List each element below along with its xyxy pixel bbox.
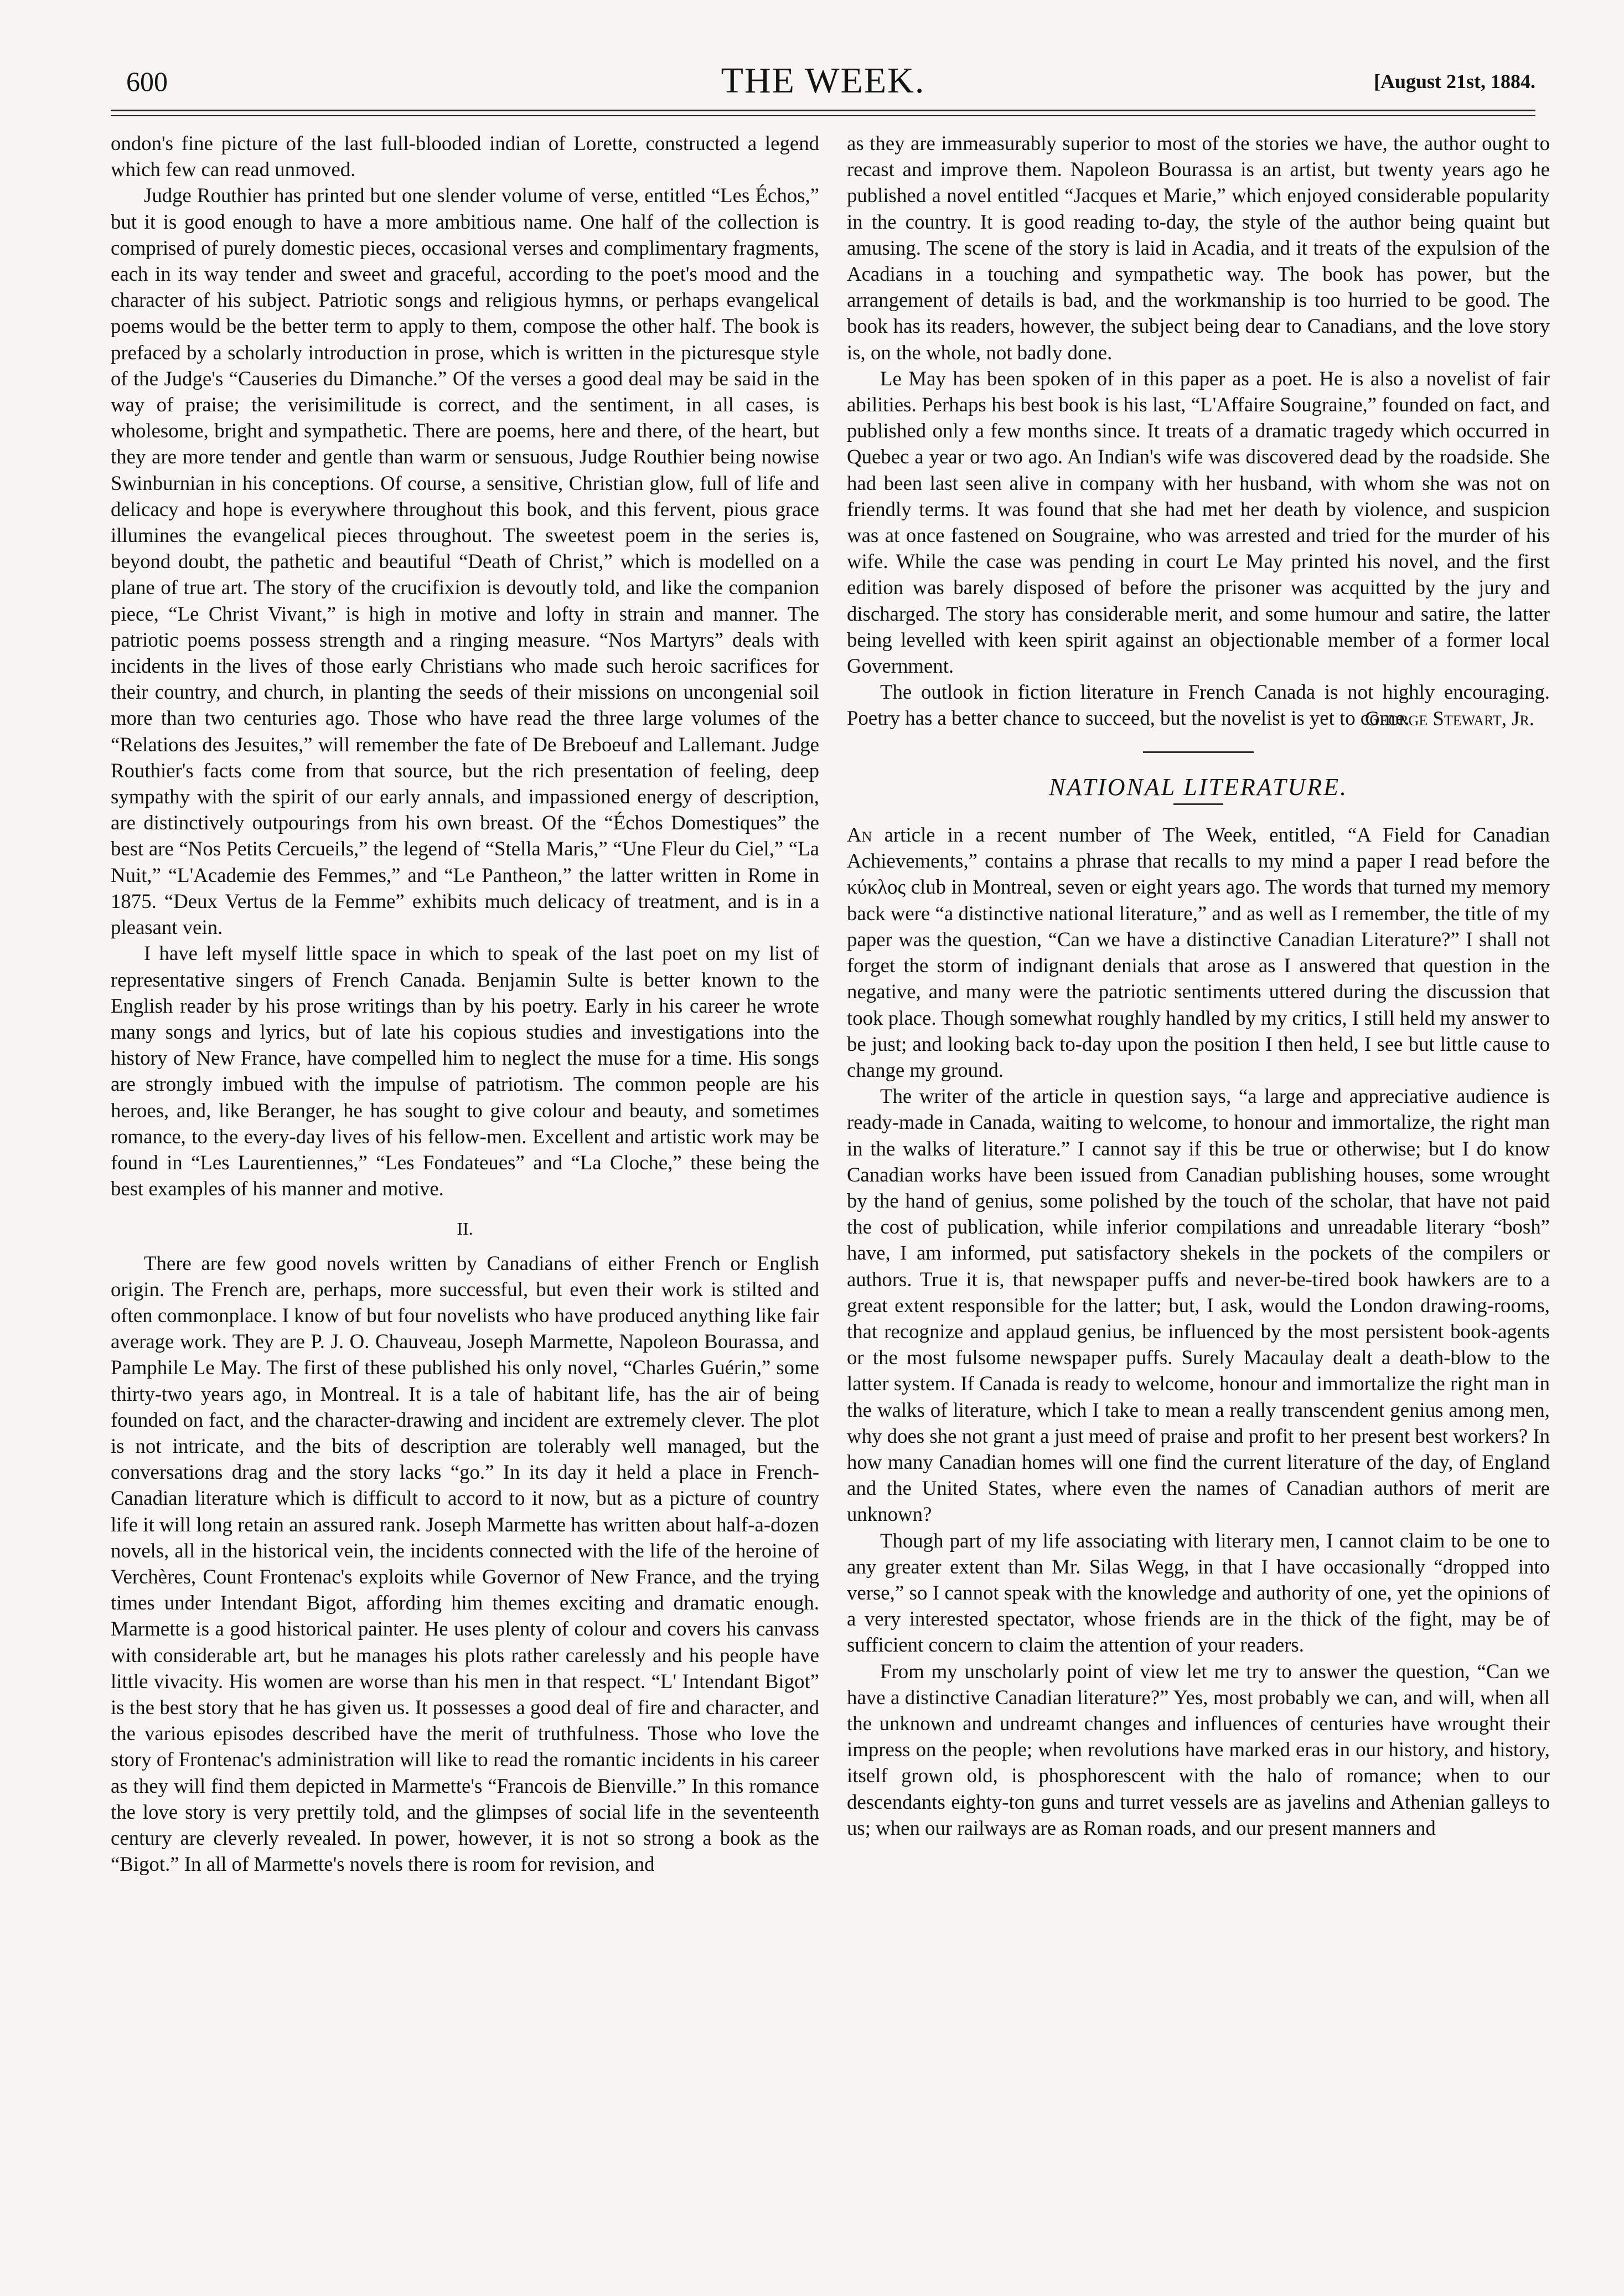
header-rule — [111, 110, 1535, 111]
issue-date: [August 21st, 1884. — [1373, 70, 1535, 92]
paragraph: Though part of my life associating with literary men, I cannot claim to be one to any greater extent than Mr. Silas Wegg, in that I have occasionally “dropped into verse,” so I cannot speak with the knowledge and authority of one, yet the opinions of a very interested spectator, whose friends are in the thick of the fight, may be of sufficient concern to claim the attention of your readers. — [847, 1529, 1550, 1657]
title-underline — [1173, 803, 1223, 805]
paragraph-text: article in a recent number of The Week, entitled, “A Field for Canadian Achievements,” contains a phrase that recalls to my mind a paper I read before the κύκλος club in Montreal, seven or eight years ago. The words that turned my memory back were “a distinctive national literature,” and as well as I remember, the title of my paper was the question, “Can we have a distinctive Canadian Literature?” I shall not forget the storm of indignant denials that arose as I answered that question in the negative, and many were the patriotic sentiments uttered during the discussion that took place. Though somewhat roughly handled by my critics, I still held my answer to be just; and looking back to-day upon the position I then held, I see but little cause to change my ground. — [847, 823, 1550, 1081]
paragraph: Judge Routhier has printed but one slender volume of verse, entitled “Les Échos,” but it is good enough to have a more ambitious name. One half of the collection is comprised of purely domestic pieces, occasional verses and complimentary fragments, each in its way tender and sweet and graceful, according to the poet's mood and the character of his subject. Patriotic songs and religious hymns, or perhaps evangelical poems would be the better term to apply to them, compose the other half. The book is prefaced by a scholarly introduction in prose, which is written in the picturesque style of the Judge's “Causeries du Dimanche.” Of the verses a good deal may be said in the way of praise; the verisimilitude is correct, and the sentiment, in all cases, is wholesome, bright and sympathetic. There are poems, here and there, of the heart, but they are more tender and gentle than warm or sensuous, Judge Routhier being nowise Swinburnian in his conceptions. Of course, a sensitive, Christian glow, full of life and delicacy and hope is everywhere throughout this book, and this fervent, pious grace illumines the evangelical pieces throughout. The sweetest poem in the series is, beyond doubt, the pathetic and beautiful “Death of Christ,” which is modelled on a plane of true art. The story of the crucifixion is devoutly told, and like the companion piece, “Le Christ Vivant,” is high in motive and lofty in strain and manner. The patriotic poems possess strength and a ringing measure. “Nos Martyrs” deals with incidents in the lives of those early Christians who made such heroic sacrifices for their country, and church, in planting the seeds of their missions on uncongenial soil more than two centuries ago. Those who have read the three large volumes of the “Relations des Jesuites,” will remember the fate of De Breboeuf and Lallemant. Judge Routhier's facts come from that source, but the rich presentation of feeling, deep sympathy with the spirit of our early annals, and impassioned energy of description, are distinctively outpourings from his own breast. Of the “Échos Domestiques” the best are “Nos Petits Cercueils,” the legend of “Stella Maris,” “Une Fleur du Ciel,” “La Nuit,” “L'Academie des Femmes,” and “Le Pantheon,” the latter written in Rome in 1875. “Deux Vertus de la Femme” exhibits much delicacy of treatment, and is in a pleasant vein. — [111, 184, 819, 939]
left-column — [111, 130, 819, 2245]
article-title: NATIONAL LITERATURE. — [1049, 773, 1348, 801]
paragraph: The writer of the article in question says, “a large and appreciative audience is ready-made in Canada, waiting to welcome, to honour and immortalize, the right man in the walks of literature.” I cannot say if this be true or otherwise; but I do know Canadian works have been issued from Canadian publishing houses, some wrought by the hand of genius, some polished by the touch of the scholar, that have not paid the cost of publication, while inferior compilations and unreadable literary “bosh” have, I am informed, put satisfactory shekels in the pockets of the compilers or authors. True it is, that newspaper puffs and never-be-tired book hawkers are to a great extent responsible for the latter; but, I ask, would the London drawing-rooms, that recognize and applaud genius, be influenced by the most persistent book-agents or the most fulsome newspaper puffs. Surely Macaulay dealt a death-blow to the latter system. If Canada is ready to welcome, honour and immortalize the right man in the walks of literature, which I take to mean a really transcendent genius among men, why does she not grant a just meed of praise and profit to her present best workers? In how many Canadian homes will one find the current literature of the day, of England and the United States, where even the names of Canadian authors of merit are unknown? — [847, 1085, 1550, 1526]
right-column — [847, 130, 1550, 2278]
paragraph: as they are immeasurably superior to most of the stories we have, the author ought to recast and improve them. Napoleon Bourassa is an artist, but twenty years ago he published a novel entitled “Jacques et Marie,” which enjoyed considerable popularity in the country. It is good reading to-day, the style of the author being quaint but amusing. The scene of the story is laid in Acadia, and it treats of the expulsion of the Acadians in a touching and sympathetic way. The book has power, but the arrangement of details is bad, and the workmanship is too hurried to be good. The book has its readers, however, the subject being dear to Canadians, and the love story is, on the whole, not badly done. — [847, 132, 1550, 364]
author-signature: George Stewart, Jr. — [1364, 706, 1534, 730]
section-numeral: II. — [457, 1219, 473, 1239]
page-number: 600 — [126, 66, 168, 97]
paragraph: Le May has been spoken of in this paper as a poet. He is also a novelist of fair abilities. Perhaps his best book is his last, “L'Affaire Sougraine,” founded on fact, and published only a few months since. It treats of a dramatic tragedy which occurred in Quebec a year or two ago. An Indian's wife was discovered dead by the roadside. She had been last seen alive in company with her husband, with whom she was not on friendly terms. It was found that she had met her death by violence, and suspicion was at once fastened on Sougraine, who was arrested and tried for the murder of his wife. While the case was pending in court Le May printed his novel, and the first edition was barely disposed of before the prisoner was acquitted by the jury and discharged. The story has considerable merit, and some humour and satire, the latter being levelled with keen spirit against an objectionable member of a former local Government. — [847, 367, 1550, 678]
article-separator — [1143, 751, 1254, 753]
paragraph: There are few good novels written by Canadians of either French or English origin. The French are, perhaps, more successful, but even their work is stilted and often commonplace. I know of but four novelists who have produced anything like fair average work. They are P. J. O. Chauveau, Joseph Marmette, Napoleon Bourassa, and Pamphile Le May. The first of these published his only novel, “Charles Guérin,” some thirty-two years ago, in Montreal. It is a tale of habitant life, has the air of being founded on fact, and the character-drawing and incident are extremely clever. The plot is not intricate, and the bits of description are tolerably well managed, but the conversations drag and the story lacks “go.” In its day it held a place in French-Canadian literature which is difficult to accord to it now, but as a picture of country life it will long retain an assured rank. Joseph Marmette has written about half-a-dozen novels, all in the historical vein, the incidents connected with the life of the heroine of Verchères, Count Frontenac's exploits while Governor of New France, and the trying times under Intendant Bigot, affording him themes exciting and dramatic enough. Marmette is a good historical painter. He uses plenty of colour and covers his canvass with considerable art, but he manages his plots rather carelessly and his people have little vivacity. His women are worse than his men in that respect. “L' Intendant Bigot” is the best story that he has given us. It possesses a good deal of fire and character, and the various episodes described have the merit of truthfulness. Those who love the story of Frontenac's administration will like to read the romantic incidents in his career as they will find them depicted in Marmette's “Francois de Bienville.” In this romance the love story is very prettily told, and the glimpses of social life in the seventeenth century are cleverly revealed. In power, however, it is not so strong a book as the “Bigot.” In all of Marmette's novels there is room for revision, and — [111, 1251, 819, 1876]
masthead-title: THE WEEK. — [721, 60, 925, 101]
paragraph: The outlook in fiction literature in French Canada is not highly encouraging. Poetry has a better chance to succeed, but the novelist is yet to come. — [847, 680, 1550, 730]
paragraph: From my unscholarly point of view let me try to answer the question, “Can we have a distinctive Canadian literature?” Yes, most probably we can, and will, when all the unknown and undreamt changes and influences of centuries have wrought their impress on the people; when revolutions have marked eras in our history, and history, itself grown old, is phosphorescent with the halo of romance; when to our descendants eighty-ton guns and turret vessels are as javelins and Athenian galleys to us; when our railways are as Roman roads, and our present manners and — [847, 1659, 1550, 1839]
article-first-paragraph — [847, 822, 1550, 1083]
header-rule-thin — [111, 115, 1535, 116]
paragraph: I have left myself little space in which to speak of the last poet on my list of representative singers of French Canada. Benjamin Sulte is better known to the English reader by his prose writings than by his poetry. Early in his career he wrote many songs and lyrics, but of late his copious studies and investigations into the history of New France, have compelled him to neglect the muse for a time. His songs are strongly imbued with the impulse of patriotism. The common people are his heroes, and, like Beranger, he has sought to give colour and beauty, and sometimes romance, to the every-day lives of his fellow-men. Excellent and artistic work may be found in “Les Laurentiennes,” “Les Fondateues” and “La Cloche,” these being the best examples of his manner and motive. — [111, 942, 819, 1200]
lead-word: An — [847, 823, 872, 847]
paragraph: ondon's fine picture of the last full-blooded indian of Lorette, constructed a legend which few can read unmoved. — [111, 132, 819, 181]
page-header — [111, 60, 1535, 110]
